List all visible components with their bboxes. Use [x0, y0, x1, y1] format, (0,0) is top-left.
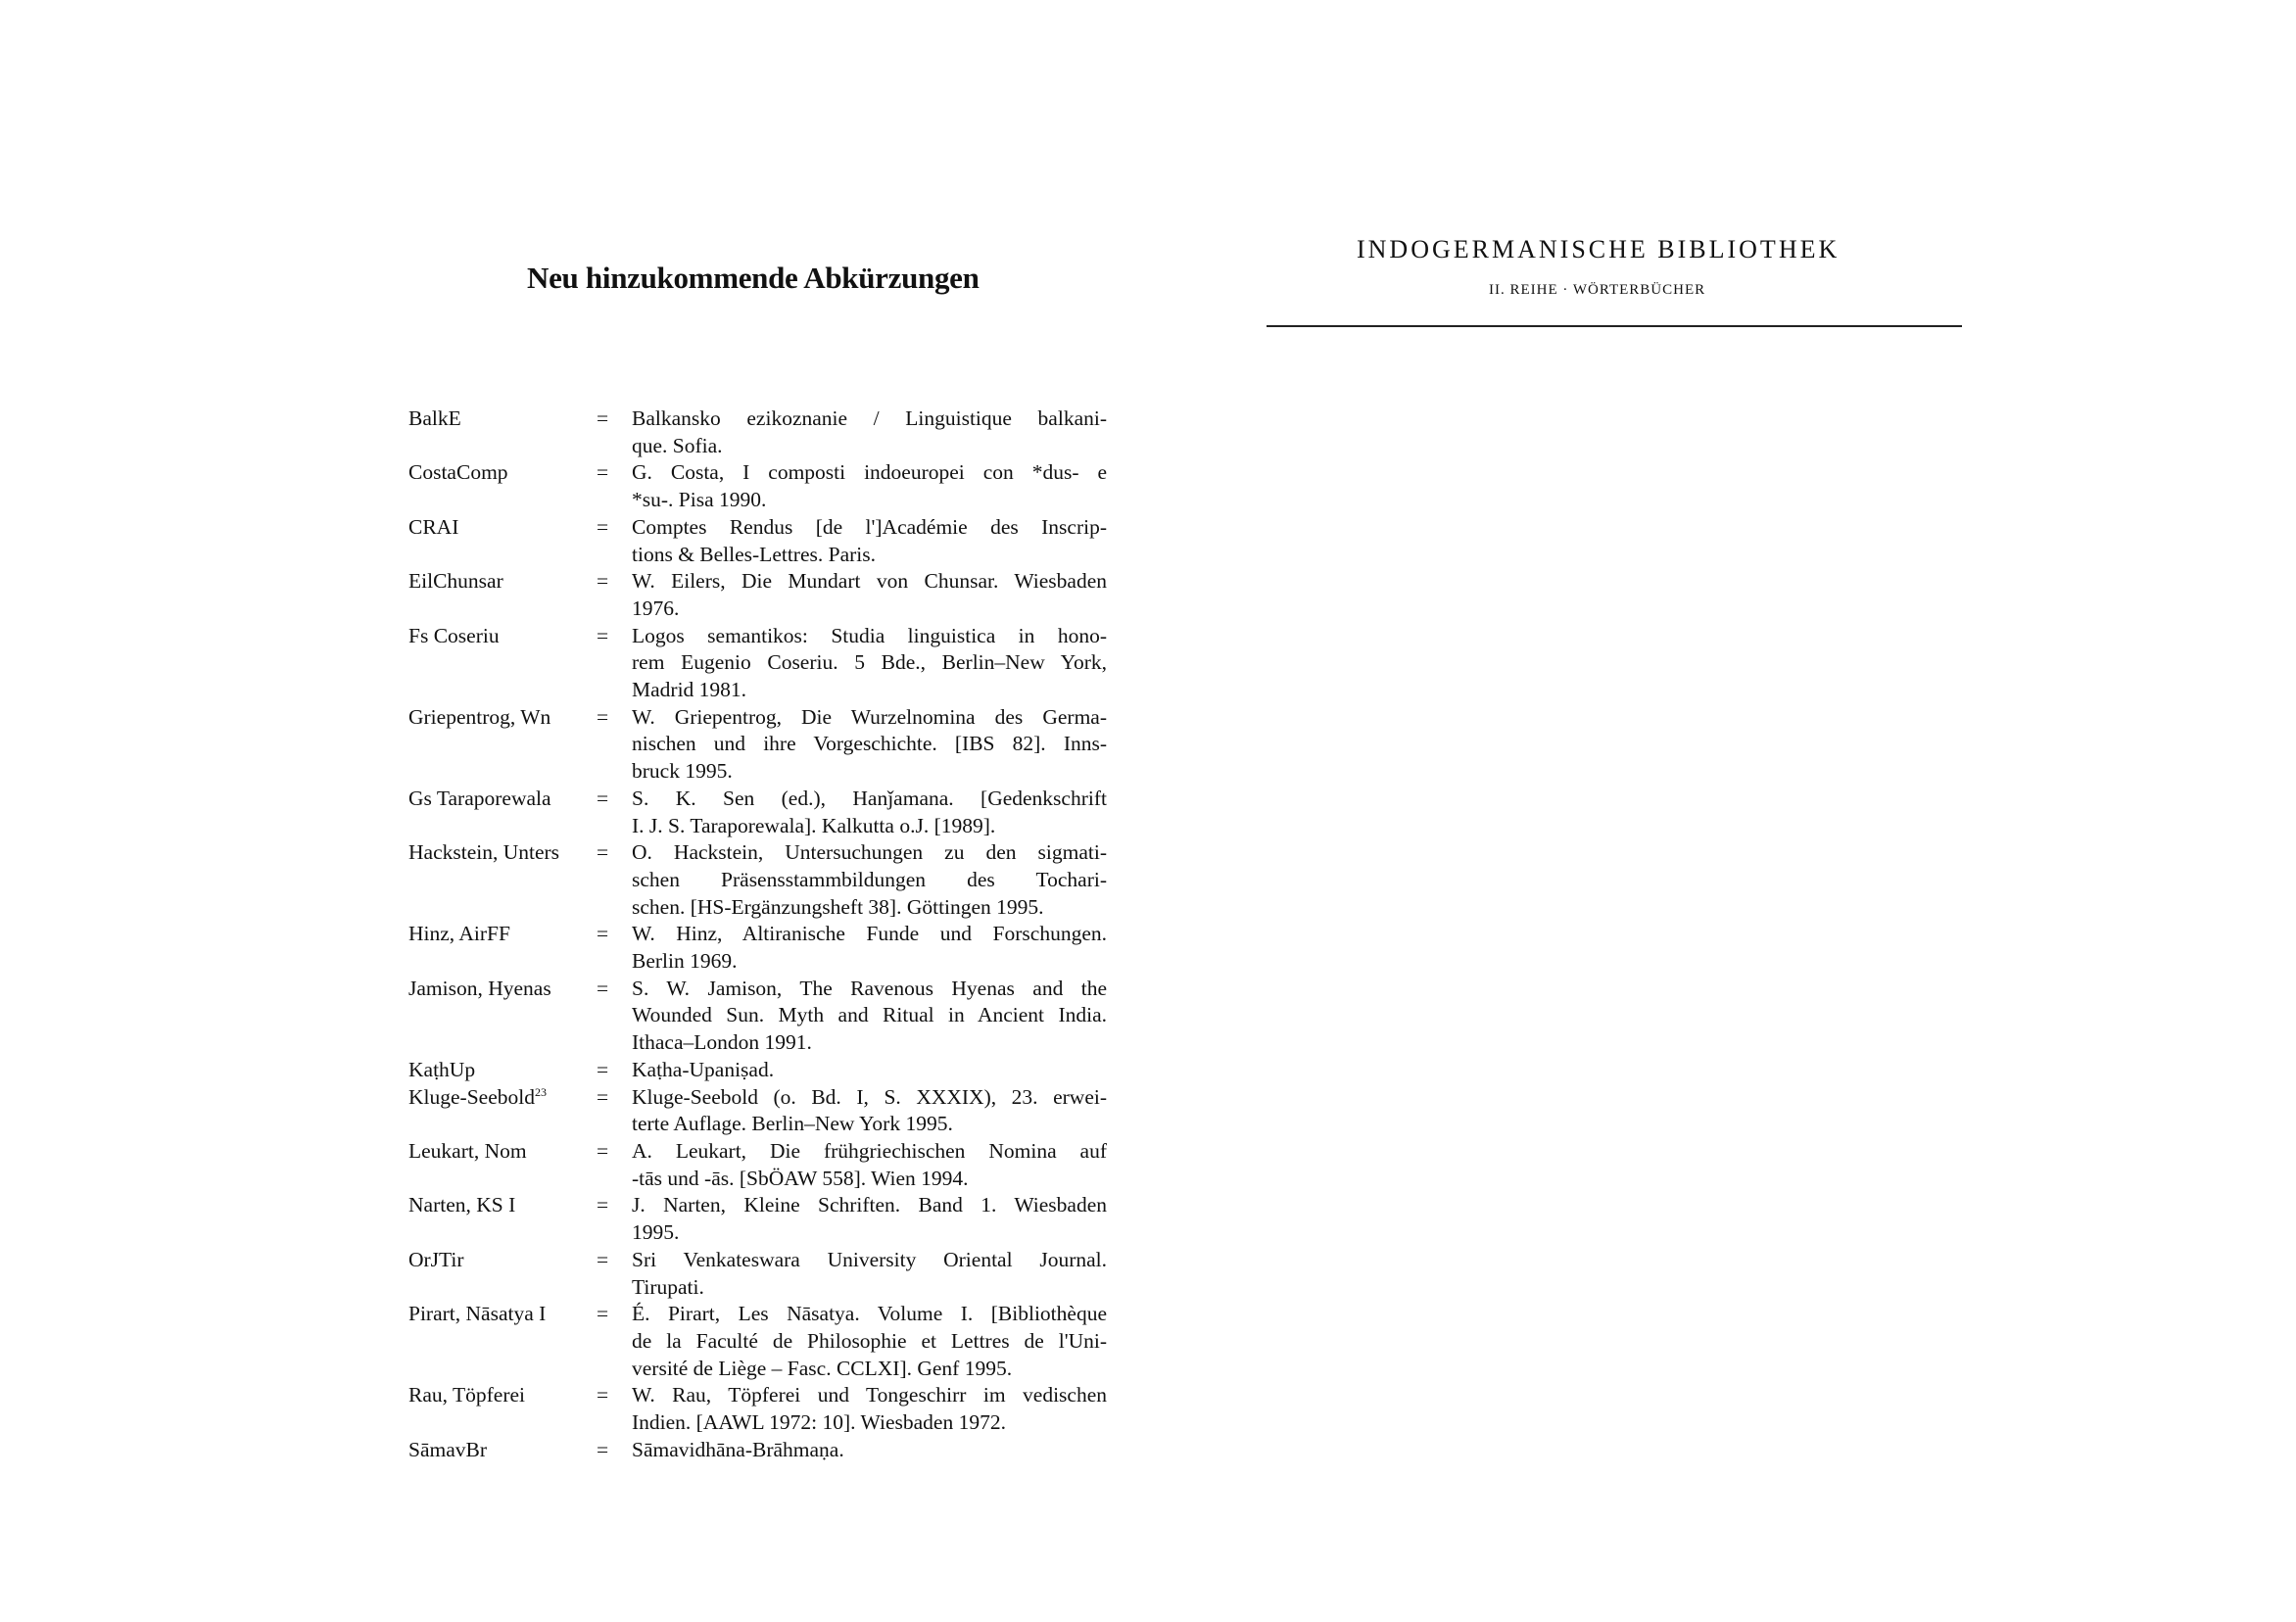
header-rule [1267, 325, 1962, 327]
abbreviation [408, 921, 597, 975]
equals-sign: = [597, 704, 609, 729]
abbreviation-text: Rau, Töpferei [408, 1383, 526, 1407]
abbreviation-text: EilChunsar [408, 569, 503, 594]
definition-line: Kluge-Seebold (o. Bd. I, S. XXXIX), 23. erwei- [632, 1084, 1107, 1109]
definition-line: I. J. S. Taraporewala]. Kalkutta o.J. [1989]. [632, 813, 996, 837]
abbreviation [408, 839, 597, 921]
definition-line: A. Leukart, Die frühgriechischen Nomina auf [632, 1138, 1107, 1163]
definition [632, 1301, 1107, 1382]
abbreviation-text: Pirart, Nāsatya I [408, 1302, 547, 1326]
definition [632, 1437, 1107, 1464]
definition-line: Sāmavidhāna-Brāhmaṇa. [632, 1437, 844, 1461]
definition-line: É. Pirart, Les Nāsatya. Volume I. [Bibliothèque [632, 1302, 1107, 1326]
definition [632, 1057, 1107, 1084]
abbreviation [408, 459, 597, 513]
abbreviation-text: SāmavBr [408, 1437, 488, 1461]
definition-line: versité de Liège – Fasc. CCLXI]. Genf 1995. [632, 1356, 1013, 1380]
abbreviation-text: Fs Coseriu [408, 623, 500, 647]
definition-line: S. K. Sen (ed.), Hanǰamana. [Gedenkschrift [632, 786, 1107, 810]
abbreviation-entry [408, 786, 1114, 839]
abbreviation [408, 406, 597, 459]
equals-sign: = [597, 460, 609, 485]
abbreviation [408, 704, 597, 786]
definition-line: S. W. Jamison, The Ravenous Hyenas and the [632, 976, 1107, 1000]
abbreviation [408, 1247, 597, 1301]
definition [632, 976, 1107, 1057]
definition [632, 1192, 1107, 1246]
abbreviation-text: Griepentrog, Wn [408, 704, 551, 729]
equals-sign: = [597, 1247, 609, 1271]
abbreviation-text: Leukart, Nom [408, 1138, 527, 1163]
definition-line: W. Rau, Töpferei und Tongeschirr im vedischen [632, 1383, 1107, 1407]
definition-line: Kaṭha-Upaniṣad. [632, 1057, 775, 1081]
definition [632, 1084, 1107, 1138]
abbreviation [408, 1084, 597, 1138]
abbreviation-entry [408, 1382, 1114, 1436]
definition-line: nischen und ihre Vorgeschichte. [IBS 82]. Inns- [632, 732, 1107, 756]
definition-line: terte Auflage. Berlin–New York 1995. [632, 1112, 953, 1136]
abbreviation-text: CostaComp [408, 460, 508, 485]
abbreviation-entry [408, 921, 1114, 975]
definition [632, 406, 1107, 459]
definition [632, 1382, 1107, 1436]
definition-line: W. Griepentrog, Die Wurzelnomina des Germa- [632, 704, 1107, 729]
definition [632, 839, 1107, 921]
definition-line: Logos semantikos: Studia linguistica in hono- [632, 623, 1107, 647]
abbreviation-entry [408, 459, 1114, 513]
definition [632, 459, 1107, 513]
abbreviation [408, 1301, 597, 1382]
equals-sign: = [597, 840, 609, 865]
definition-line: O. Hackstein, Untersuchungen zu den sigmati- [632, 840, 1107, 865]
abbreviation-entry [408, 1437, 1114, 1464]
equals-sign: = [597, 1302, 609, 1326]
definition-line: J. Narten, Kleine Schriften. Band 1. Wiesbaden [632, 1193, 1107, 1217]
abbreviation [408, 1437, 597, 1464]
equals-sign: = [597, 1437, 609, 1461]
definition [632, 514, 1107, 568]
equals-sign: = [597, 1057, 609, 1081]
definition-line: tions & Belles-Lettres. Paris. [632, 542, 877, 566]
definition-line: 1995. [632, 1220, 680, 1245]
abbreviation [408, 976, 597, 1057]
abbreviation-text: BalkE [408, 406, 461, 430]
abbreviation-text: Jamison, Hyenas [408, 976, 551, 1000]
abbreviation-text: OrJTir [408, 1247, 464, 1271]
abbreviation-text: Kluge-Seebold [408, 1084, 535, 1109]
abbreviation-text: CRAI [408, 514, 459, 539]
definition-line: Sri Venkateswara University Oriental Journal. [632, 1247, 1107, 1271]
definition-line: W. Eilers, Die Mundart von Chunsar. Wiesbaden [632, 569, 1107, 594]
abbreviation-text: Hinz, AirFF [408, 922, 510, 946]
equals-sign: = [597, 569, 609, 594]
series-subtitle: II. REIHE · WÖRTERBÜCHER [1489, 282, 1706, 298]
abbreviation-entry [408, 1057, 1114, 1084]
equals-sign: = [597, 406, 609, 430]
definition-line: de la Faculté de Philosophie et Lettres de l'Uni- [632, 1328, 1107, 1353]
definition-line: Balkansko ezikoznanie / Linguistique balkani- [632, 406, 1107, 430]
abbreviation-list [408, 406, 1114, 1463]
definition-line: Comptes Rendus [de l']Académie des Inscrip- [632, 514, 1107, 539]
definition-line: Wounded Sun. Myth and Ritual in Ancient India. [632, 1003, 1107, 1027]
equals-sign: = [597, 1383, 609, 1407]
definition-line: Tirupati. [632, 1274, 704, 1299]
footnote-marker: 23 [534, 1084, 547, 1099]
abbreviation-entry [408, 1138, 1114, 1192]
equals-sign: = [597, 623, 609, 647]
abbreviation-entry [408, 839, 1114, 921]
abbreviation-entry [408, 514, 1114, 568]
definition-line: Indien. [AAWL 1972: 10]. Wiesbaden 1972. [632, 1410, 1006, 1435]
equals-sign: = [597, 1138, 609, 1163]
definition-line: schen Präsensstammbildungen des Tochari- [632, 867, 1107, 891]
abbreviation [408, 1138, 597, 1192]
equals-sign: = [597, 1084, 609, 1109]
equals-sign: = [597, 922, 609, 946]
abbreviation [408, 1382, 597, 1436]
definition-line: Berlin 1969. [632, 949, 738, 974]
equals-sign: = [597, 514, 609, 539]
definition-line: Ithaca–London 1991. [632, 1030, 812, 1055]
equals-sign: = [597, 976, 609, 1000]
abbreviation-text: Gs Taraporewala [408, 786, 551, 810]
abbreviation-text: Hackstein, Unters [408, 840, 560, 865]
definition-line: -tās und -ās. [SbÖAW 558]. Wien 1994. [632, 1166, 969, 1190]
equals-sign: = [597, 1193, 609, 1217]
definition [632, 704, 1107, 786]
abbreviation-entry [408, 1301, 1114, 1382]
abbreviation [408, 623, 597, 704]
definition-line: que. Sofia. [632, 433, 723, 457]
definition-line: W. Hinz, Altiranische Funde und Forschungen. [632, 922, 1107, 946]
definition [632, 921, 1107, 975]
abbreviation [408, 786, 597, 839]
abbreviation-entry [408, 1192, 1114, 1246]
abbreviation-text: Narten, KS I [408, 1193, 516, 1217]
abbreviation [408, 568, 597, 622]
definition [632, 1247, 1107, 1301]
abbreviation-entry [408, 568, 1114, 622]
definition-line: 1976. [632, 596, 680, 620]
equals-sign: = [597, 786, 609, 810]
definition [632, 623, 1107, 704]
definition [632, 786, 1107, 839]
definition [632, 568, 1107, 622]
page-title: Neu hinzukommende Abkürzungen [527, 261, 980, 295]
abbreviation-entry [408, 406, 1114, 459]
abbreviation-entry [408, 704, 1114, 786]
abbreviation [408, 1192, 597, 1246]
abbreviation-entry [408, 1247, 1114, 1301]
definition-line: G. Costa, I composti indoeuropei con *dus- e [632, 460, 1107, 485]
abbreviation-entry [408, 976, 1114, 1057]
abbreviation-entry [408, 623, 1114, 704]
abbreviation [408, 1057, 597, 1084]
abbreviation-entry [408, 1084, 1114, 1138]
definition-line: rem Eugenio Coseriu. 5 Bde., Berlin–New York, [632, 650, 1107, 675]
definition [632, 1138, 1107, 1192]
series-title: INDOGERMANISCHE BIBLIOTHEK [1357, 235, 1841, 263]
definition-line: Madrid 1981. [632, 678, 747, 702]
definition-line: *su-. Pisa 1990. [632, 488, 767, 512]
abbreviation-text: KaṭhUp [408, 1057, 476, 1081]
definition-line: schen. [HS-Ergänzungsheft 38]. Göttingen 1995. [632, 894, 1044, 919]
definition-line: bruck 1995. [632, 759, 733, 784]
abbreviation [408, 514, 597, 568]
